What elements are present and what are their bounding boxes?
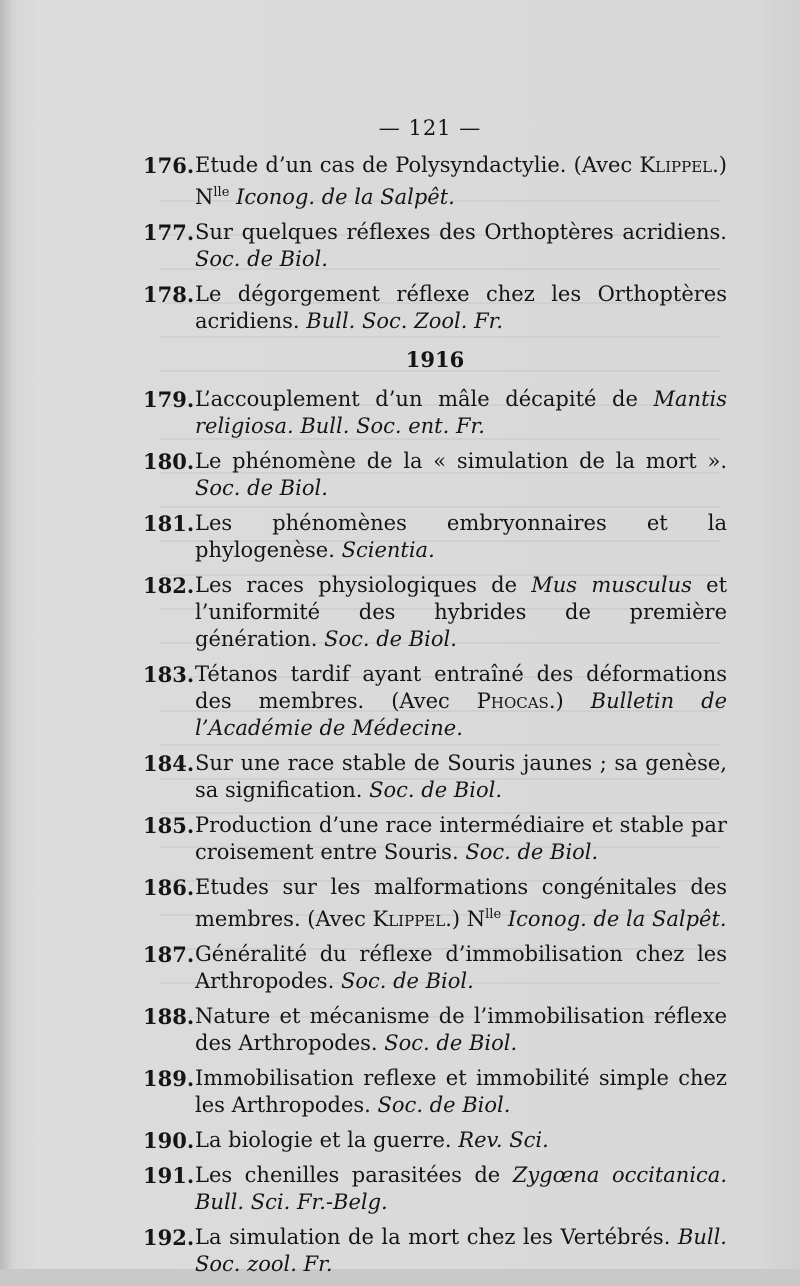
bibliography-entry <box>143 750 727 804</box>
bibliography-entry <box>143 941 727 995</box>
citation-source: Zygœna occitanica. Bull. Sci. Fr.-Belg. <box>195 1163 728 1214</box>
citation-source: Mantis religiosa. Bull. Soc. ent. Fr. <box>195 387 727 438</box>
bibliography-entry <box>143 1127 727 1154</box>
bibliography-entry <box>143 510 727 564</box>
citation-source: Soc. de Biol. <box>465 840 599 864</box>
entry-text <box>195 1162 727 1216</box>
citation-source: Iconog. de la Salpêt. <box>507 907 727 931</box>
bibliography-entry <box>143 386 727 440</box>
bibliography-entry <box>143 572 727 653</box>
entry-text-segment: .) N <box>195 153 727 209</box>
citation-source: Bull. Soc. Zool. Fr. <box>306 309 504 333</box>
bibliography-entry <box>143 152 727 211</box>
entry-text-segment: .) <box>548 689 591 713</box>
citation-source: Soc. de Biol. <box>384 1031 518 1055</box>
entry-text <box>195 219 727 273</box>
entry-text-segment: Sur une race stable de Souris jaunes ; sa genèse, sa signification. <box>195 751 727 802</box>
bibliography-entry <box>143 874 727 933</box>
entry-number: 178. <box>143 282 195 307</box>
entry-number: 191. <box>143 1163 195 1188</box>
entries-1915 <box>143 152 727 335</box>
entry-text-segment: lle <box>485 907 502 922</box>
entry-text <box>195 941 727 995</box>
entry-text <box>195 1003 727 1057</box>
coauthor-name: Klippel <box>639 153 713 177</box>
entry-number: 190. <box>143 1128 195 1153</box>
entry-text-segment: La biologie et la guerre. <box>195 1128 459 1152</box>
citation-source: Soc. de Biol. <box>195 247 328 271</box>
entry-text-segment: Le dégorgement réflexe chez les Orthoptères acridiens. <box>195 282 727 333</box>
entry-text <box>195 1065 727 1119</box>
citation-source: Mus musculus <box>531 573 692 597</box>
entry-text-segment: Sur quelques réflexes des Orthoptères acridiens. <box>195 220 727 244</box>
entries-1916 <box>143 386 727 1278</box>
bibliography-entry <box>143 219 727 273</box>
entry-text-segment: et l’uniformité des hybrides de première génération. <box>195 573 728 651</box>
entry-text <box>195 874 727 933</box>
entry-text-segment: Immobilisation reflexe et immobilité simple chez les Arthropodes. <box>195 1066 727 1117</box>
entry-text <box>195 281 727 335</box>
entry-number: 177. <box>143 220 195 245</box>
entry-text-segment <box>501 907 508 931</box>
entry-text <box>195 152 727 211</box>
year-heading: 1916 <box>405 347 465 372</box>
entry-number: 176. <box>143 153 195 178</box>
citation-source: Scientia. <box>341 538 435 562</box>
bibliography-entry <box>143 448 727 502</box>
citation-source: Soc. de Biol. <box>195 476 328 500</box>
bibliography-list <box>143 152 727 1286</box>
entry-number: 189. <box>143 1066 195 1091</box>
bibliography-entry <box>143 1224 727 1278</box>
entry-text-segment: Les races physiologiques de <box>195 573 532 597</box>
entry-text-segment: Le phénomène de la « simulation de la mort ». <box>195 449 727 473</box>
entry-text-segment: L’accouplement d’un mâle décapité de <box>195 387 654 411</box>
entry-text <box>195 510 727 564</box>
page-number: — 121 — <box>378 116 482 140</box>
citation-source: Iconog. de la Salpêt. <box>236 185 455 209</box>
entry-number: 180. <box>143 449 195 474</box>
bibliography-entry <box>143 812 727 866</box>
bibliography-entry <box>143 1065 727 1119</box>
citation-source: Soc. de Biol. <box>340 969 474 993</box>
entry-number: 183. <box>143 662 195 687</box>
entry-text <box>195 661 727 742</box>
entry-text <box>195 448 727 502</box>
citation-source: Soc. de Biol. <box>377 1093 511 1117</box>
entry-number: 184. <box>143 751 195 776</box>
entry-text <box>195 572 727 653</box>
entry-text <box>195 812 727 866</box>
citation-source: Bull. Soc. zool. Fr. <box>195 1225 727 1276</box>
entry-text-segment: Les phénomènes embryonnaires et la phylogenèse. <box>195 511 727 562</box>
entry-text-segment: lle <box>213 185 230 200</box>
entry-text <box>195 1127 727 1154</box>
entry-text <box>195 750 727 804</box>
entry-text-segment: Les chenilles parasitées de <box>195 1163 513 1187</box>
entry-number: 188. <box>143 1004 195 1029</box>
entry-number: 181. <box>143 511 195 536</box>
entry-text <box>195 386 727 440</box>
entry-text-segment: La simulation de la mort chez les Vertébrés. <box>195 1225 678 1249</box>
entry-text <box>195 1224 727 1278</box>
citation-source: Soc. de Biol. <box>369 778 502 802</box>
bibliography-entry <box>143 1162 727 1216</box>
coauthor-name: Phocas <box>476 689 549 713</box>
coauthor-name: Klippel <box>372 907 446 931</box>
entry-text-segment: Etudes sur les malformations congénitales des membres. (Avec <box>195 875 727 931</box>
entry-text-segment: Etude d’un cas de Polysyndactylie. (Avec <box>195 153 640 177</box>
bibliography-entry <box>143 661 727 742</box>
entry-text-segment: Production d’une race intermédiaire et stable par croisement entre Souris. <box>195 813 727 864</box>
entry-text-segment: Nature et mécanisme de l’immobilisation réflexe des Arthropodes. <box>195 1004 727 1055</box>
entry-number: 179. <box>143 387 195 412</box>
citation-source: Bulletin de l’Académie de Médecine. <box>195 689 728 740</box>
entry-text-segment: .) N <box>445 907 486 931</box>
entry-text-segment: Tétanos tardif ayant entraîné des déformations des membres. (Avec <box>195 662 727 713</box>
entry-number: 187. <box>143 942 195 967</box>
citation-source: Rev. Sci. <box>458 1128 549 1152</box>
bibliography-entry <box>143 1003 727 1057</box>
citation-source: Soc. de Biol. <box>324 627 457 651</box>
entry-text-segment: Généralité du réflexe d’immobilisation chez les Arthropodes. <box>195 942 727 993</box>
entry-number: 186. <box>143 875 195 900</box>
bibliography-entry <box>143 281 727 335</box>
entry-number: 192. <box>143 1225 195 1250</box>
entry-number: 182. <box>143 573 195 598</box>
entry-number: 185. <box>143 813 195 838</box>
